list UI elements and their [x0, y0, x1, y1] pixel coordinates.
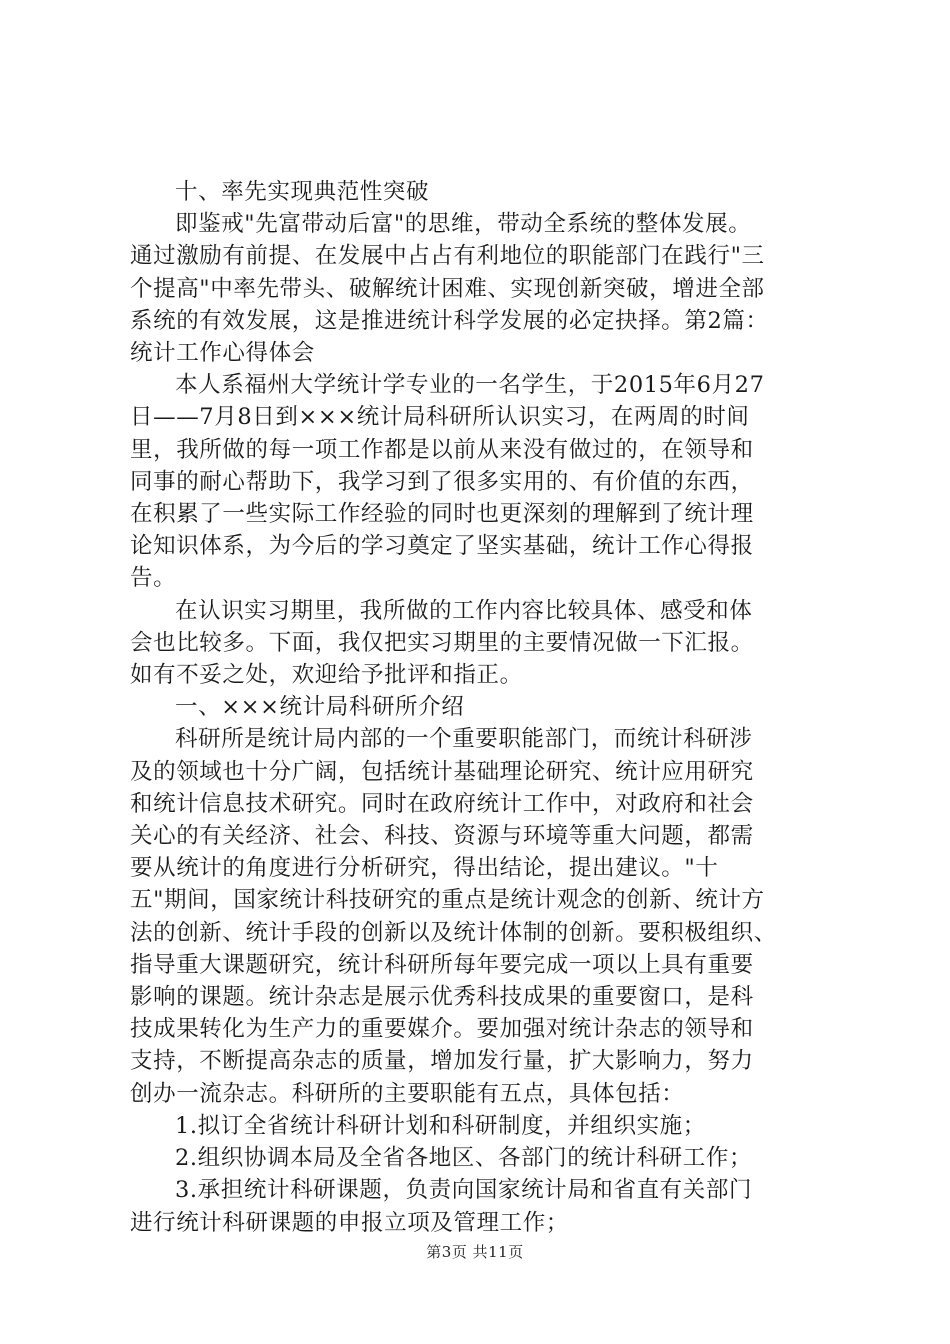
text-line: 本人系福州大学统计学专业的一名学生，于2015年6月27	[175, 372, 765, 399]
text-line: 创办一流杂志。科研所的主要职能有五点，具体包括：	[130, 1080, 685, 1107]
text-line: 即鉴戒"先富带动后富"的思维，带动全系统的整体发展。	[175, 211, 752, 238]
text-line: 影响的课题。统计杂志是展示优秀科技成果的重要窗口，是科	[130, 984, 754, 1011]
text-line: 及的领域也十分广阔，包括统计基础理论研究、统计应用研究	[130, 758, 754, 785]
text-line: 进行统计科研课题的申报立项及管理工作；	[130, 1209, 569, 1236]
text-line: 同事的耐心帮助下，我学习到了很多实用的、有价值的东西，	[130, 468, 754, 495]
text-line: 3.承担统计科研课题，负责向国家统计局和省直有关部门	[175, 1177, 753, 1204]
text-line: 技成果转化为生产力的重要媒介。要加强对统计杂志的领导和	[130, 1016, 754, 1043]
text-line: 如有不妥之处，欢迎给予批评和指正。	[130, 662, 523, 689]
text-line: 通过激励有前提、在发展中占占有利地位的职能部门在践行"三	[130, 243, 765, 270]
text-line: 要从统计的角度进行分析研究，得出结论，提出建议。"十	[130, 855, 719, 882]
text-line: 法的创新、统计手段的创新以及统计体制的创新。要积极组织、	[130, 919, 777, 946]
text-line: 五"期间，国家统计科技研究的重点是统计观念的创新、统计方	[130, 887, 765, 914]
text-line: 和统计信息技术研究。同时在政府统计工作中，对政府和社会	[130, 790, 754, 817]
text-line: 论知识体系，为今后的学习奠定了坚实基础，统计工作心得报	[130, 533, 754, 560]
document-body	[130, 176, 830, 1239]
text-line: 科研所是统计局内部的一个重要职能部门，而统计科研涉	[175, 726, 753, 753]
text-line: 里，我所做的每一项工作都是以前从来没有做过的，在领导和	[130, 436, 754, 463]
page-footer: 第3页 共11页	[426, 1243, 524, 1261]
text-line: 1.拟订全省统计科研计划和科研制度，并组织实施；	[175, 1112, 706, 1139]
text-line: 在积累了一些实际工作经验的同时也更深刻的理解到了统计理	[130, 501, 754, 528]
text-line: 个提高"中率先带头、破解统计困难、实现创新突破，增进全部	[130, 275, 765, 302]
text-line: 关心的有关经济、社会、科技、资源与环境等重大问题，都需	[130, 823, 754, 850]
text-line: 一、×××统计局科研所介绍	[175, 694, 465, 721]
text-line: 支持，不断提高杂志的质量，增加发行量，扩大影响力，努力	[130, 1048, 754, 1075]
text-line: 告。	[130, 565, 177, 592]
text-line: 2.组织协调本局及全省各地区、各部门的统计科研工作；	[175, 1145, 753, 1172]
text-line: 日——7月8日到×××统计局科研所认识实习，在两周的时间	[130, 404, 750, 431]
text-line: 系统的有效发展，这是推进统计科学发展的必定抉择。第2篇：	[130, 307, 769, 334]
text-line: 指导重大课题研究，统计科研所每年要完成一项以上具有重要	[130, 951, 754, 978]
text-line: 十、率先实现典范性突破	[175, 179, 430, 205]
text-line: 统计工作心得体会	[130, 340, 315, 367]
text-line: 在认识实习期里，我所做的工作内容比较具体、感受和体	[175, 597, 753, 624]
text-line: 会也比较多。下面，我仅把实习期里的主要情况做一下汇报。	[130, 629, 754, 656]
